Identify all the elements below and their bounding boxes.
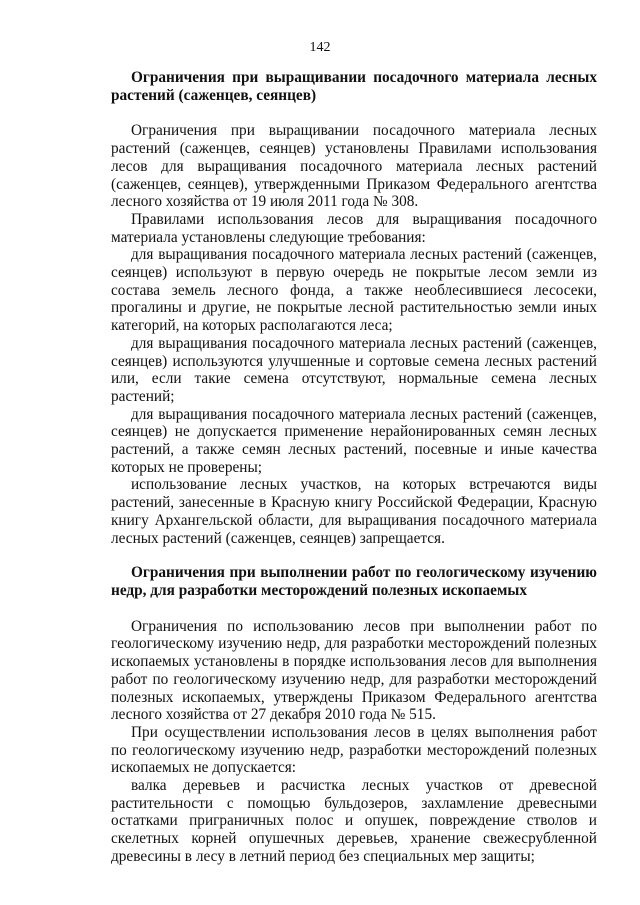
section-heading-geology: Ограничения при выполнении работ по геологическому изучению недр, для разработки месторождений полезных ископаемых xyxy=(111,564,597,599)
paragraph: Правилами использования лесов для выращивания посадочного материала установлены следующие требования: xyxy=(111,210,597,246)
list-item: использование лесных участков, на которых встречаются виды растений, занесенные в Красную книгу Российской Федерации, Красную книгу Архангельской области, для выращивания посадочного материала лесных растений (саженцев, сеянцев) запрещается. xyxy=(111,476,597,547)
paragraph: Ограничения при выращивании посадочного материала лесных растений (саженцев, сеянцев) установлены Правилами использования лесов для выращивания посадочного материала лесных растений (саженцев, сеянцев), утвержденными Приказом Федерального агентства лесного хозяйства от 19 июля 2011 года № 308. xyxy=(111,122,597,211)
list-item: валка деревьев и расчистка лесных участков от древесной растительности с помощью бульдозеров, захламление древесными остатками приграничных полос и опушек, повреждение стволов и скелетных корней опушечных деревьев, хранение свежесрубленной древесины в лесу в летний период без специальных мер защиты; xyxy=(111,777,597,865)
paragraph: Ограничения по использованию лесов при выполнении работ по геологическому изучению недр, для разработки месторождений полезных ископаемых установлены в порядке использования лесов для выполнения работ по геологическому изучению недр, для разработки месторождений полезных ископаемых, утверждены Приказом Федерального агентства лесного хозяйства от 27 декабря 2010 года № 515. xyxy=(111,617,597,724)
spacer xyxy=(111,104,597,122)
page-number: 142 xyxy=(309,40,331,55)
list-item: для выращивания посадочного материала лесных растений (саженцев, сеянцев) используются улучшенные и сортовые семена лесных растений или, если такие семена отсутствуют, нормальные семена лесных растений; xyxy=(111,334,597,405)
list-item: для выращивания посадочного материала лесных растений (саженцев, сеянцев) используют в первую очередь не покрытые лесом земли из состава земель лесного фонда, а также необлесившиеся лесосеки, прогалины и другие, не покрытые лесной растительностью земли иных категорий, на которых располагаются леса; xyxy=(111,246,597,335)
paragraph: При осуществлении использования лесов в целях выполнения работ по геологическому изучению недр, разработки месторождений полезных ископаемых не допускается: xyxy=(111,723,597,777)
spacer xyxy=(111,600,597,618)
list-item: для выращивания посадочного материала лесных растений (саженцев, сеянцев) не допускается применение нерайонированных семян лесных растений, а также семян лесных растений, посевные и иные качества которых не проверены; xyxy=(111,405,597,476)
page-content xyxy=(111,69,597,866)
spacer xyxy=(111,547,597,564)
section-heading-seedlings: Ограничения при выращивании посадочного материала лесных растений (саженцев, сеянцев) xyxy=(111,69,597,104)
